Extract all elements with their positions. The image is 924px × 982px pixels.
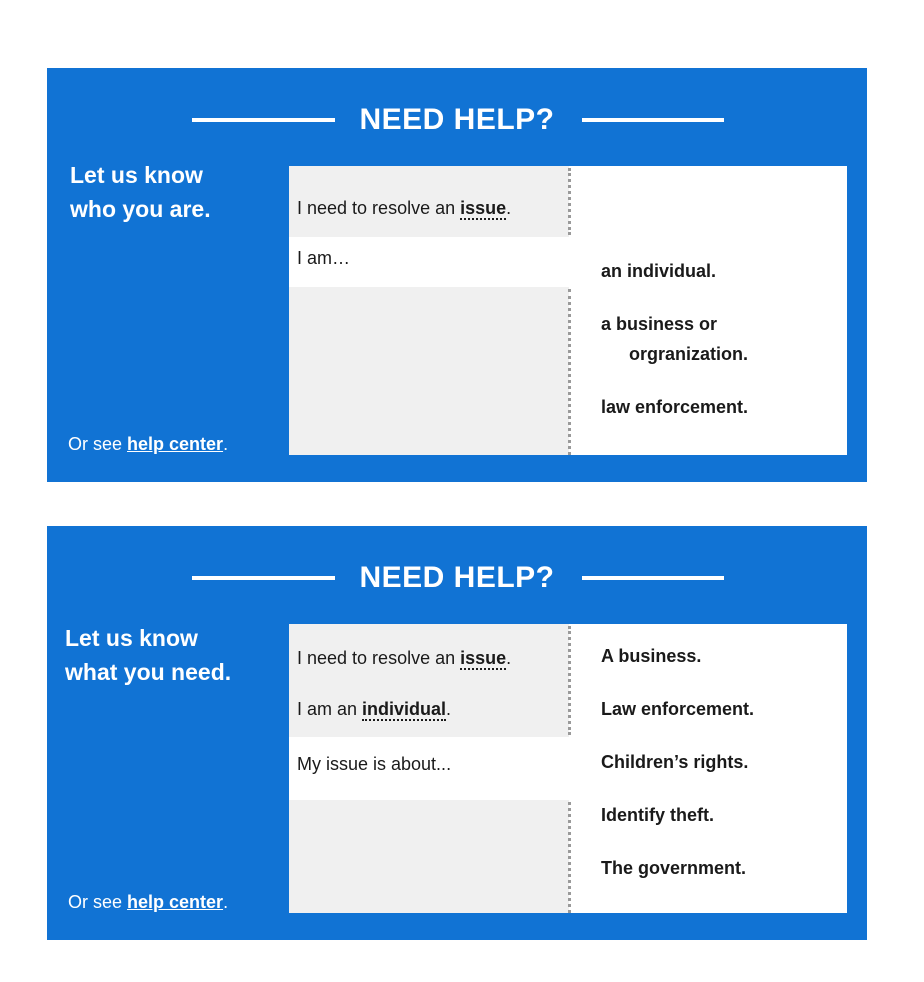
statement-individual [297,696,451,722]
option-business[interactable] [601,309,748,369]
option-identity-theft[interactable]: Identify theft. [601,805,714,825]
side-heading [70,158,270,226]
side-heading-line2: what you need. [65,659,232,685]
keyword-individual: individual [362,699,447,719]
help-prefix: Or see [68,434,128,454]
statement-period: . [506,648,512,668]
help-panel-what [47,526,867,940]
help-suffix: . [223,892,229,912]
side-heading [65,621,265,689]
statement-period: . [506,198,512,218]
conversation-box [289,166,847,455]
help-center-link[interactable]: help center [127,892,224,912]
conversation-box [289,624,847,913]
side-heading-line1: Let us know [70,162,203,188]
statement-issue [297,195,511,221]
keyword-issue: issue [460,198,507,218]
help-panel-who [47,68,867,482]
prompt-issue-about: My issue is about... [297,754,452,774]
option-business-line1: a business or [601,314,718,334]
help-suffix: . [223,434,229,454]
blank-area [289,287,569,455]
prompt-i-am: I am… [297,248,351,268]
option-law-enforcement[interactable]: Law enforcement. [601,699,755,719]
option-childrens-rights[interactable]: Children’s rights. [601,752,749,772]
statement-text: I need to resolve an [297,198,461,218]
blank-area [289,800,569,913]
dotted-divider-top [568,168,571,235]
option-government[interactable]: The government. [601,858,747,878]
side-heading-line2: who you are. [70,196,211,222]
help-center-link[interactable]: help center [127,434,224,454]
statement-text: I am an [297,699,363,719]
option-individual[interactable]: an individual. [601,261,717,281]
option-business-line2: orgranization. [629,344,749,364]
panel-title: NEED HELP? [359,561,555,594]
statement-period: . [446,699,452,719]
dotted-divider-bottom [568,802,571,913]
panel-title: NEED HELP? [359,103,555,136]
side-heading-line1: Let us know [65,625,198,651]
statement-text: I need to resolve an [297,648,461,668]
option-law-enforcement[interactable]: law enforcement. [601,397,749,417]
keyword-issue: issue [460,648,507,668]
statement-issue [297,645,511,671]
help-prefix: Or see [68,892,128,912]
option-business[interactable]: A business. [601,646,702,666]
help-center-line [68,888,228,916]
dotted-divider-bottom [568,289,571,455]
dotted-divider-top [568,626,571,735]
help-center-line [68,430,228,458]
